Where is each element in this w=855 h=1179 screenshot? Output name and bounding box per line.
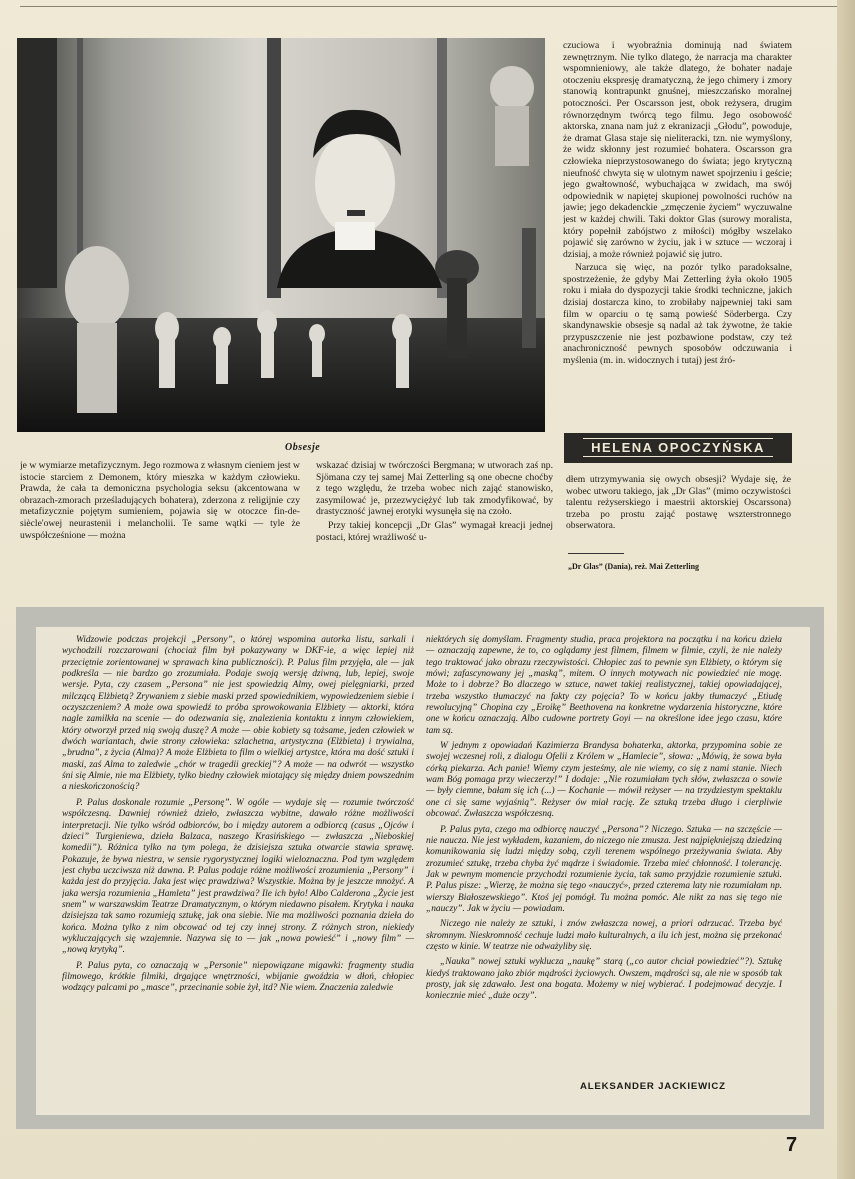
film-credit-footnote: „Dr Glas” (Dania), reż. Mai Zetterling <box>568 562 700 571</box>
page-edge <box>837 0 855 1179</box>
article-column-2 <box>316 460 553 588</box>
paragraph: Widzowie podczas projekcji „Persony”, o której wspomina autorka listu, sarkali i wychodzili rozczarowani (chociaż film był pokazywany w DKF-ie, a więc lepiej niż przeciętnie zorientowanej w sprawach kina publiczności). P. Palus film przyjęła, ale — jak podkreśla — nie bardzo go zrozumiała. Podaje swoją wersję dziwną, lub, lepiej, swoje wersje. Pyta, czy czasem „Persona” nie jest spowiedzią Almy, owej pielęgniarki, przed milczącą Elżbietą? Zrywaniem z siebie maski przed spowiednikiem, wypowiedzeniem siebie i oczyszczeniem? A może owa spowiedź to próba sprowokowania Elżbiety — aktorki, która nagle zamilkła na scenie — do odezwania się, znalezienia kontaktu z innym człowiekiem, który otworzył przed nią swoją duszę? A może — obie kobiety są tożsame, jeden człowiek w dwóch wariantach, dwie strony człowieka: szlachetna, artystyczna (Elżbieta) i trywialna, „brudna”, z życia (Alma)? A może Elżbieta to film o wielkiej artystce, która ma dość sztuki i maski, zaś Alma to zaledwie „chór w tragedii greckiej”? A może — na odwrót — wszystko śni się Almie, nie ma Elżbiety, tylko biedny człowiek miotający się między dniem powszednim a nieskończonością? <box>62 635 414 793</box>
paragraph: P. Palus doskonale rozumie „Personę”. W ogóle — wydaje się — rozumie twórczość współczesną. Dawniej również dzieło, zwłaszcza wybitne, dawało różne możliwości interpretacji. Nie tylko wśród odbiorców, bo i między autorem a odbiorcą (casus „Ojców i dzieci” Turgieniewa, dzieła Balzaca, naszego Krasińskiego — zwłaszcza „Nieboskiej komedii”). Różnica tylko na tym polega, że dzisiejsza sztuka otwarcie stawia sprawę. Pokazuje, że bywa niestra, w sensie rygorystycznej logiki wieloznaczna. Pod tym względem jest chyba uczciwsza niż dawna. P. Palus podaje różne możliwości zrozumienia „Persony” i każda jest do przyjęcia. Jaka jest więc prawdziwa? Wszystkie. Można by je jeszcze mnożyć. A jaka wersja rozumienia „Hamleta” jest prawdziwa? Ile ich było! Albo Calderona „Życie jest snem” w warszawskim Teatrze Dramatycznym, o którym niedawno pisałem. Krytyka i nauka dzisiejsza tak samo rozumieją sztukę, jak ona siebie. Nie ma możliwości poznania dzieła do końca. Można tylko z nim obcować od tej czy innej strony. Z różnych stron, niekiedy wykluczających się wzajemnie. Nazywa się to — jak „nowa powieść” i „nowy film” — „nową krytyką”. <box>62 797 414 956</box>
paragraph: W jednym z opowiadań Kazimierza Brandysa bohaterka, aktorka, przypomina sobie ze swojej wczesnej roli, z dialogu Ofelii z Królem w „Hamlecie”, słowa: „Mówią, że sowa była córką piekarza. Ach panie! Wiemy czym jesteśmy, ale nie wiemy, co się z nami stanie. Niech wam Bóg pomaga przy wieczerzy!” I dodaje: „Nie rozumiałam tych słów, zwłaszcza o sowie — były ciemne, bałam się ich (...) — Kochanie — mówił reżyser — na trzydziestym spektaklu one ci się same wyjaśnią”. Reżyser ów miał rację. Ze sztuką trzeba długo i cierpliwie obcować. Zwłaszcza współczesną. <box>426 741 782 820</box>
reply-column-right <box>426 635 782 1075</box>
article-column-right-top <box>563 40 792 422</box>
footnote-rule <box>568 553 624 554</box>
paragraph: „Nauka” nowej sztuki wyklucza „naukę” starą („co autor chciał powiedzieć”?). Sztukę kiedyś traktowano jako zbiór mądrości życiowych. Owszem, mądrości są, ale nie w sposób tak prosty, jak się zdawało. Jest ona bogata. Możemy w niej wybierać. I podejmować decyzje. I koniecznie mieć „duże oczy”. <box>426 957 782 1002</box>
top-rule <box>20 6 840 7</box>
article-column-1 <box>20 460 300 588</box>
reply-signature: ALEKSANDER JACKIEWICZ <box>580 1081 726 1092</box>
article-column-3 <box>566 474 791 550</box>
paragraph: wskazać dzisiaj w twórczości Bergmana; w utworach zaś np. Sjömana czy tej samej Mai Zetterling są one obecne choćby z tego względu, że trzeba wobec nich zająć stanowisko, zasymilować je, przezwyciężyć lub tak zmodyfikować, by drastyczność jawnej erotyki wysunęła się na czoło. <box>316 460 553 518</box>
photo-caption: Obsesje <box>285 442 321 453</box>
paragraph: Przy takiej koncepcji „Dr Glas” wymagał kreacji jednej postaci, której wrażliwość u- <box>316 519 553 543</box>
paragraph: czuciowa i wyobraźnia dominują nad światem zewnętrznym. Nie tylko dlatego, że narracja ma charakter wspomnieniowy, ale także dlatego, że bohater nadaje otoczeniu ekspresję dramatyczną, że jego chimery i zmory stanowią kontrapunkt gnuśnej, mieszczańsko moralnej potoczności. Per Oscarsson jest, obok reżysera, drugim równorzędnym twórcą tego filmu. Jego osobowość aktorska, znana nam już z ekranizacji „Głodu”, powoduje, że dramat Glasa staje się nieliteracki, tzn. nie wymyślony, że widz skłonny jest rozumieć bohatera. Oscarsson gra człowieka nieprzystosowanego do świata; jego krytyczną nieufność chwyta się w ulotnym nawet spojrzeniu i geście; jego gwałtowność, wybuchająca w zwidach, ma swój odpowiednik w napiętej skupionej powolności ruchów na jawie; jego dekadenckie „zmęczenie życiem” wyczuwalne jest w każdej chwili. Taki doktor Glas (surowy moralista, który popełnił zabójstwo z miłości) mógłby wszelako pojawić się zarówno w życiu, jak i w sztuce — wczoraj i dzisiaj, a może również pojawić się jutro. <box>563 40 792 260</box>
paragraph: je w wymiarze metafizycznym. Jego rozmowa z własnym cieniem jest w istocie starciem z Demonem, który mieszka w każdym człowieku. Prawda, że cała ta demoniczna psychologia seksu (akcentowana w obrazach-zmorach prześladujących bohatera), zderzona z religijnie czy metafizycznie pojętym sumieniem, pojawia się w otoczce fin-de-siècle'owej neurastenii i melancholii. Te same wątki — tyle że uwspółcześnione — można <box>20 460 300 541</box>
author-banner <box>564 433 792 463</box>
chess-portrait-image <box>17 38 545 432</box>
author-name: HELENA OPOCZYŃSKA <box>583 438 773 457</box>
paragraph: dłem utrzymywania się owych obsesji? Wydaje się, że wobec utworu takiego, jak „Dr Glas” (mimo oczywistości talentu reżyserskiego i maestrii aktorskiej Oscarssona) trzeba po prostu zająć postawę wszterstronnego obserwatora. <box>566 474 791 532</box>
paragraph: P. Palus pyta, czego ma odbiorcę nauczyć „Persona”? Niczego. Sztuka — na szczęście — nie naucza. Nie jest wykładem, kazaniem, do niczego nie zmusza. Jest najpiękniejszą dziedziną komunikowania się ludzi między sobą, czyli terenem wspólnego przeżywania świata. Aby zrozumieć sztukę, trzeba chyba żyć mądrze i świadomie. Trzeba mieć chłonność. I tolerancję. Jak w pewnym momencie przychodzi rozumienie życia, tak samo przyjdzie rozumienie sztuki. P. Palus pisze: „Wierzę, że można się tego «nauczyć», przed czterema laty nie rozumiałam np. wierszy Białoszewskiego”. Ktoś jej pomógł. Tu można pomóc. Ale nikt za nas się tego nie „nauczy”. Jak w życiu — powiadam. <box>426 824 782 914</box>
page-number: 7 <box>786 1134 798 1156</box>
reply-column-left <box>62 635 414 1113</box>
paragraph: P. Palus pyta, co oznaczają w „Personie” niepowiązane migawki: fragmenty studia filmowego, krótkie filmiki, drgające wnętrzności, wbijanie gwoździa w dłoń, chłopiec wodzący palcami po „masce”, przecinanie sobie żył, itd? Nie wiem. Znaczenia zaledwie <box>62 960 414 994</box>
paragraph: niektórych się domyślam. Fragmenty studia, praca projektora na początku i na końcu dzieła — oznaczają zapewne, że to, co oglądamy jest filmem, filmem w filmie, czyli, że nie należy tego traktować jako obrazu rzeczywistości. Chłopiec zaś to pewnie syn Elżbiety, o którym się mówi; zafascynowany jej „maską”, mitem. O innych motywach nic powiedzieć nie mogę. Może to i dobrze? Bo dlaczego w sztuce, nawet takiej realistycznej, takiej opowiadającej, trzeba wszystko tłumaczyć na fakty czy pojęcia? To w końcu jakby tłumaczyć „Etiudę rewolucyjną” Chopina czy „Eroikę” Beethovena na konkretne wydarzenia historyczne, które one w końcu oznaczają. Albo cudowne portrety Goyi — na określone idee jego czasu, które tam są. <box>426 635 782 736</box>
paragraph: Narzuca się więc, na pozór tylko paradoksalne, spostrzeżenie, że gdyby Mai Zetterling żyła około 1905 roku i miała do dyspozycji takie środki techniczne, jakich dzisiaj dostarcza kino, to zrobiłaby najpewniej taki sam film w oparciu o tę samą powieść Söderberga. Czy skandynawskie obsesje są nadal aż tak żywotne, że takie przypuszczenie nie jest pozbawione podstaw, czy też anachroniczność pewnych sposobów odczuwania i myślenia (m. in. widocznych i tutaj) jest źró- <box>563 262 792 367</box>
film-still-photo <box>17 38 545 432</box>
paragraph: Niczego nie należy ze sztuki, i znów zwłaszcza nowej, a priori odrzucać. Trzeba być skromnym. Nieskromność cechuje ludzi mało kulturalnych, a ilu ich jest, można się przekonać często w kinie. W teatrze nie odważyliby się. <box>426 919 782 952</box>
